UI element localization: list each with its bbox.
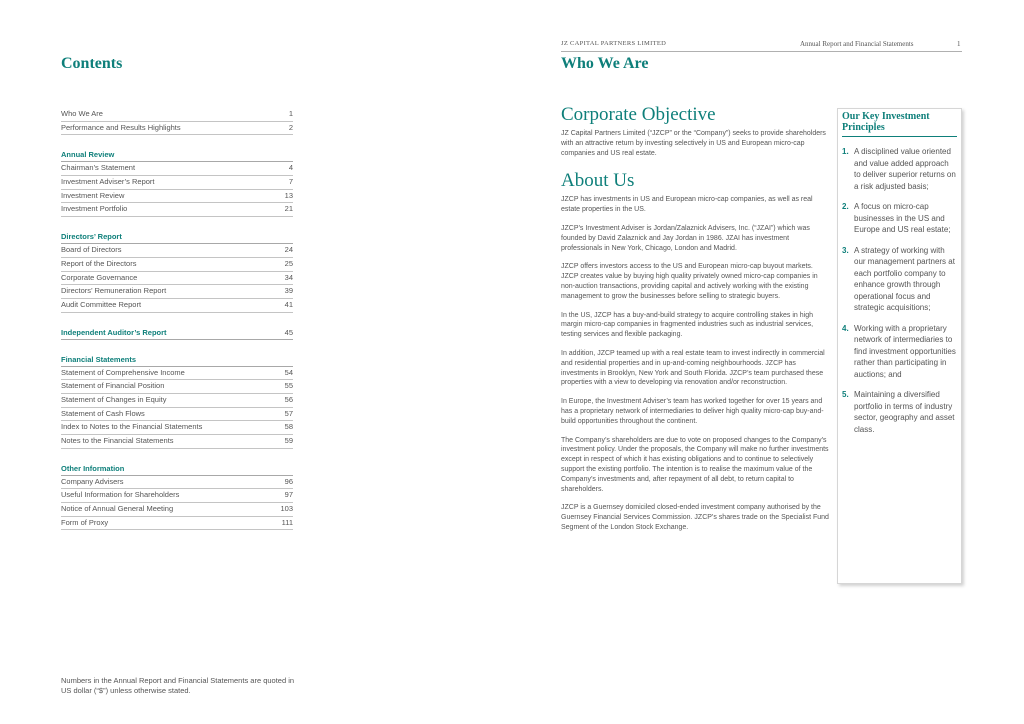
toc-section-annual-review: [61, 148, 293, 217]
page-title: Who We Are: [561, 55, 649, 72]
toc-label: Directors’ Remuneration Report: [61, 286, 167, 296]
toc-heading-label: Independent Auditor’s Report: [61, 327, 167, 337]
running-header-title: Annual Report and Financial Statements: [800, 40, 914, 48]
toc-row[interactable]: [61, 108, 293, 122]
toc-section-intro: [61, 108, 293, 135]
toc-label: Chairman’s Statement: [61, 163, 136, 173]
header-divider: [561, 51, 962, 52]
toc-row[interactable]: [61, 285, 293, 299]
page-number: 1: [957, 40, 961, 48]
toc-label: Statement of Comprehensive Income: [61, 367, 185, 377]
principle-number: 1.: [842, 147, 849, 156]
principle-item: [842, 201, 957, 236]
toc-label: Form of Proxy: [61, 517, 109, 527]
principle-number: 2.: [842, 202, 849, 211]
toc-heading[interactable]: Directors’ Report: [61, 230, 293, 244]
toc-page: 2: [288, 122, 293, 132]
principle-item: [842, 389, 957, 435]
toc-label: Notes to the Financial Statements: [61, 436, 174, 445]
currency-footnote: Numbers in the Annual Report and Financial Statements are quoted in US dollar (“$”) unless otherwise stated.: [61, 676, 295, 695]
running-header-company: JZ CAPITAL PARTNERS LIMITED: [561, 40, 667, 47]
toc-label: Statement of Cash Flows: [61, 408, 145, 418]
toc-label: Investment Portfolio: [61, 204, 128, 214]
toc-page: 13: [284, 190, 293, 200]
toc-page: 97: [284, 490, 293, 500]
toc-section-financial-statements: [61, 353, 293, 449]
toc-page: 1: [288, 109, 293, 118]
toc-page: 96: [284, 476, 293, 486]
toc-page: 25: [284, 258, 293, 268]
about-paragraph: JZCP is a Guernsey domiciled closed-ended investment company authorised by the Guernsey Financial Services Commission. JZCP’s shares trade on the Specialist Fund Segment of the London Stock Exchange.: [561, 504, 829, 531]
toc-label: Board of Directors: [61, 245, 122, 255]
about-us-heading: About Us: [561, 170, 635, 192]
toc-section-directors-report: [61, 230, 293, 312]
corporate-objective-text: JZ Capital Partners Limited (“JZCP” or the “Company”) seeks to provide shareholders with an attractive return by investing selectively in US and European micro-cap companies and US real estate.: [561, 130, 826, 157]
key-investment-principles-box: [837, 108, 962, 584]
toc-label: Corporate Governance: [61, 272, 138, 282]
principle-item: [842, 245, 957, 314]
toc-label: Notice of Annual General Meeting: [61, 504, 174, 514]
principle-text: A strategy of working with our management partners at each portfolio company to enhance growth through operational focus and strategic acquisitions;: [854, 245, 955, 312]
toc-row[interactable]: [61, 421, 293, 435]
toc-row[interactable]: [61, 435, 293, 449]
about-paragraph: JZCP offers investors access to the US and European micro-cap buyout markets. JZCP creates value by buying high quality privately owned micro-cap companies in non-auction transactions, providing capital and actively working with the existing management to grow the businesses before selling to strategic buyers.: [561, 263, 818, 300]
toc-row[interactable]: [61, 517, 293, 531]
toc-row[interactable]: [61, 203, 293, 217]
toc-page: 34: [284, 272, 293, 282]
toc-label: Who We Are: [61, 109, 103, 118]
about-paragraph: JZCP has investments in US and European micro-cap companies, as well as real estate properties in the US.: [561, 196, 813, 214]
toc-page: 4: [288, 163, 293, 173]
toc-row[interactable]: [61, 380, 293, 394]
principle-number: 5.: [842, 390, 849, 399]
toc-label: Statement of Financial Position: [61, 381, 165, 391]
principle-number: 3.: [842, 245, 849, 255]
about-paragraph: In the US, JZCP has a buy-and-build strategy to acquire controlling stakes in high margin micro-cap companies in fragmented industries such as industrial services, testing services and flexible packaging.: [561, 311, 814, 339]
toc-section-other-information: [61, 462, 293, 531]
corporate-objective-heading: Corporate Objective: [561, 104, 716, 125]
toc-page: 57: [284, 408, 293, 418]
principle-number: 4.: [842, 323, 849, 333]
toc-row[interactable]: [61, 489, 293, 503]
toc-page: 103: [280, 504, 293, 514]
toc-row[interactable]: [61, 503, 293, 517]
toc-row[interactable]: [61, 162, 293, 176]
toc-page: 39: [284, 286, 293, 296]
toc-row[interactable]: [61, 367, 293, 381]
toc-label: Investment Adviser’s Report: [61, 177, 155, 187]
toc-row[interactable]: [61, 299, 293, 313]
toc-label: Performance and Results Highlights: [61, 122, 181, 132]
toc-heading[interactable]: Financial Statements: [61, 353, 293, 367]
toc-row[interactable]: [61, 394, 293, 408]
toc-row[interactable]: [61, 476, 293, 490]
toc-page: 55: [284, 381, 293, 391]
toc-heading[interactable]: Other Information: [61, 462, 293, 476]
principle-text: Maintaining a diversified portfolio in terms of industry sector, geography and asset class.: [854, 390, 955, 434]
contents-title: Contents: [61, 55, 123, 72]
main-column: [561, 104, 829, 542]
toc-label: Index to Notes to the Financial Statements: [61, 422, 203, 432]
toc-label: Statement of Changes in Equity: [61, 394, 167, 404]
toc-heading[interactable]: Annual Review: [61, 148, 293, 162]
toc-page: 56: [284, 394, 293, 404]
about-paragraph: The Company’s shareholders are due to vote on proposed changes to the Company’s investment policy. Under the proposals, the Company will make no further investments except in respect of which it has existing obligations and to continue to selectively support the existing portfolio. The intention is to realise the maximum value of the Company’s investments and, after repayment of all debt, to return capital to shareholders.: [561, 436, 829, 493]
toc-label: Useful Information for Shareholders: [61, 490, 180, 500]
toc-label: Company Advisers: [61, 476, 124, 486]
toc-page: 58: [284, 422, 293, 432]
principle-text: A focus on micro-cap businesses in the US and Europe and US real estate;: [854, 202, 951, 234]
toc-heading[interactable]: [61, 326, 293, 340]
toc-page: 45: [284, 327, 293, 337]
toc-page: 7: [288, 177, 293, 187]
about-paragraph: JZCP’s Investment Adviser is Jordan/Zalaznick Advisers, Inc. (“JZAI”) which was founded by David Zalaznick and Jay Jordan in 1986. JZAI has investment professionals in New York, Chicago, London and Madrid.: [561, 224, 810, 252]
toc-row[interactable]: [61, 176, 293, 190]
toc-row[interactable]: [61, 122, 293, 136]
toc-label: Report of the Directors: [61, 258, 137, 268]
toc-row[interactable]: [61, 244, 293, 258]
toc-page: 111: [281, 517, 293, 527]
toc-label: Audit Committee Report: [61, 299, 142, 309]
toc-row[interactable]: [61, 190, 293, 204]
table-of-contents: [61, 108, 293, 543]
toc-page: 41: [284, 299, 293, 309]
principle-text: Working with a proprietary network of intermediaries to find investment opportunities rather than participating in auctions; and: [854, 323, 956, 379]
toc-row[interactable]: [61, 272, 293, 286]
toc-section-auditor: [61, 326, 293, 340]
about-paragraph: In Europe, the Investment Adviser’s team has worked together for over 15 years and has a proprietary network of intermediaries to deliver high quality micro-cap buy-and-build opportunities throughout the continent.: [561, 398, 824, 425]
toc-row[interactable]: [61, 258, 293, 272]
principle-item: [842, 323, 957, 381]
toc-page: 24: [284, 245, 293, 255]
toc-row[interactable]: [61, 408, 293, 422]
principle-text: A disciplined value oriented and value added approach to deliver superior returns on a risk adjusted basis;: [854, 147, 956, 191]
toc-page: 59: [284, 436, 293, 445]
principle-item: [842, 146, 957, 192]
about-paragraph: In addition, JZCP teamed up with a real estate team to invest indirectly in commercial and residential properties and in up-and-coming neighbourhoods. JZCP has investments in Brooklyn, New York and South Florida. JZCP’s team purchased these properties with a view to developing via renovation and/or reconstruction.: [561, 349, 825, 387]
toc-page: 54: [284, 367, 293, 377]
principles-title: Our Key Investment Principles: [842, 112, 957, 137]
toc-page: 21: [284, 204, 293, 214]
toc-label: Investment Review: [61, 190, 125, 200]
